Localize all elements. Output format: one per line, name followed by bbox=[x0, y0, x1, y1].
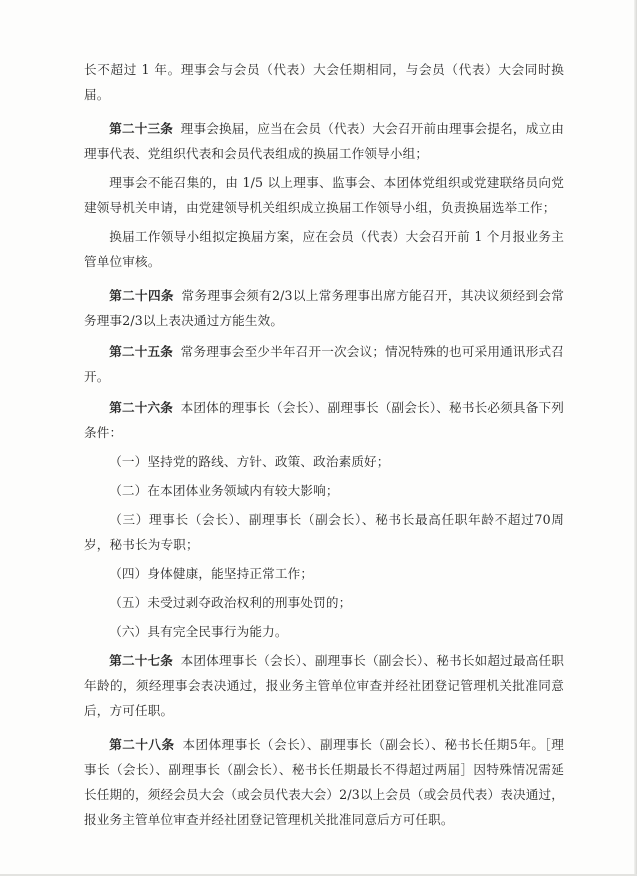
list-item bbox=[84, 478, 564, 503]
article-number: 第二十五条 bbox=[109, 344, 174, 359]
article-number: 第二十八条 bbox=[109, 737, 175, 752]
document-body bbox=[84, 57, 564, 832]
list-item-text: （六）具有完全民事行为能力。 bbox=[109, 624, 288, 639]
article-number: 第二十四条 bbox=[109, 288, 174, 303]
paragraph-article-23-clause-3 bbox=[84, 224, 564, 274]
paragraph-text: 换届工作领导小组拟定换届方案，应在会员（代表）大会召开前 1 个月报业务主管单位审核。 bbox=[84, 229, 564, 269]
paragraph-article-24 bbox=[84, 283, 564, 333]
paragraph-article-23 bbox=[84, 116, 564, 166]
paragraph-text: 常务理事会至少半年召开一次会议；情况特殊的也可采用通讯形式召开。 bbox=[84, 344, 565, 384]
list-item bbox=[84, 449, 564, 474]
paragraph-text: 长不超过 1 年。理事会与会员（代表）大会任期相同，与会员（代表）大会同时换届。 bbox=[84, 62, 564, 102]
list-item bbox=[84, 590, 564, 615]
list-item bbox=[84, 561, 564, 586]
list-item-text: （五）未受过剥夺政治权利的刑事处罚的； bbox=[109, 595, 352, 610]
paragraph-article-28 bbox=[84, 732, 564, 832]
list-item-text: （三）理事长（会长）、副理事长（副会长）、秘书长最高任职年龄不超过70周岁，秘书长为专职； bbox=[84, 512, 564, 552]
list-item-text: （四）身体健康，能坚持正常工作； bbox=[109, 566, 314, 581]
paragraph-continuation bbox=[84, 57, 564, 107]
list-item bbox=[84, 619, 564, 644]
paragraph-text: 本团体的理事长（会长）、副理事长（副会长）、秘书长必须具备下列条件： bbox=[84, 400, 564, 440]
paragraph-article-26 bbox=[84, 395, 564, 445]
paragraph-text: 本团体理事长（会长）、副理事长（副会长）、秘书长如超过最高任职年龄的，须经理事会表决通过，报业务主管单位审查并经社团登记管理机关批准同意后，方可任职。 bbox=[84, 653, 564, 718]
paragraph-text: 理事会不能召集的，由 1/5 以上理事、监事会、本团体党组织或党建联络员向党建领导机关申请，由党建领导机关组织成立换届工作领导小组，负责换届选举工作； bbox=[84, 175, 564, 215]
paragraph-article-27 bbox=[84, 648, 564, 723]
paragraph-text: 理事会换届，应当在会员（代表）大会召开前由理事会提名，成立由理事代表、党组织代表和会员代表组成的换届工作领导小组； bbox=[84, 121, 565, 161]
list-item bbox=[84, 507, 564, 557]
article-number: 第二十三条 bbox=[109, 121, 174, 136]
article-number: 第二十六条 bbox=[109, 400, 174, 415]
list-item-text: （一）坚持党的路线、方针、政策、政治素质好； bbox=[109, 454, 390, 469]
paragraph-text: 本团体理事长（会长）、副理事长（副会长）、秘书长任期5年。［理事长（会长）、副理事长（副会长）、秘书长任期最长不得超过两届］因特殊情况需延长任期的，须经会员大会（或会员代表大会）2/3以上会员（或会员代表）表决通过，报业务主管单位审查并经社团登记管理机关批准同意后方可任职。 bbox=[84, 737, 565, 827]
paragraph-article-25 bbox=[84, 339, 564, 389]
paragraph-article-23-clause-2 bbox=[84, 170, 564, 220]
paragraph-text: 常务理事会须有2/3以上常务理事出席方能召开，其决议须经到会常务理事2/3以上表决通过方能生效。 bbox=[84, 288, 565, 328]
article-number: 第二十七条 bbox=[109, 653, 174, 668]
list-item-text: （二）在本团体业务领域内有较大影响； bbox=[109, 483, 339, 498]
